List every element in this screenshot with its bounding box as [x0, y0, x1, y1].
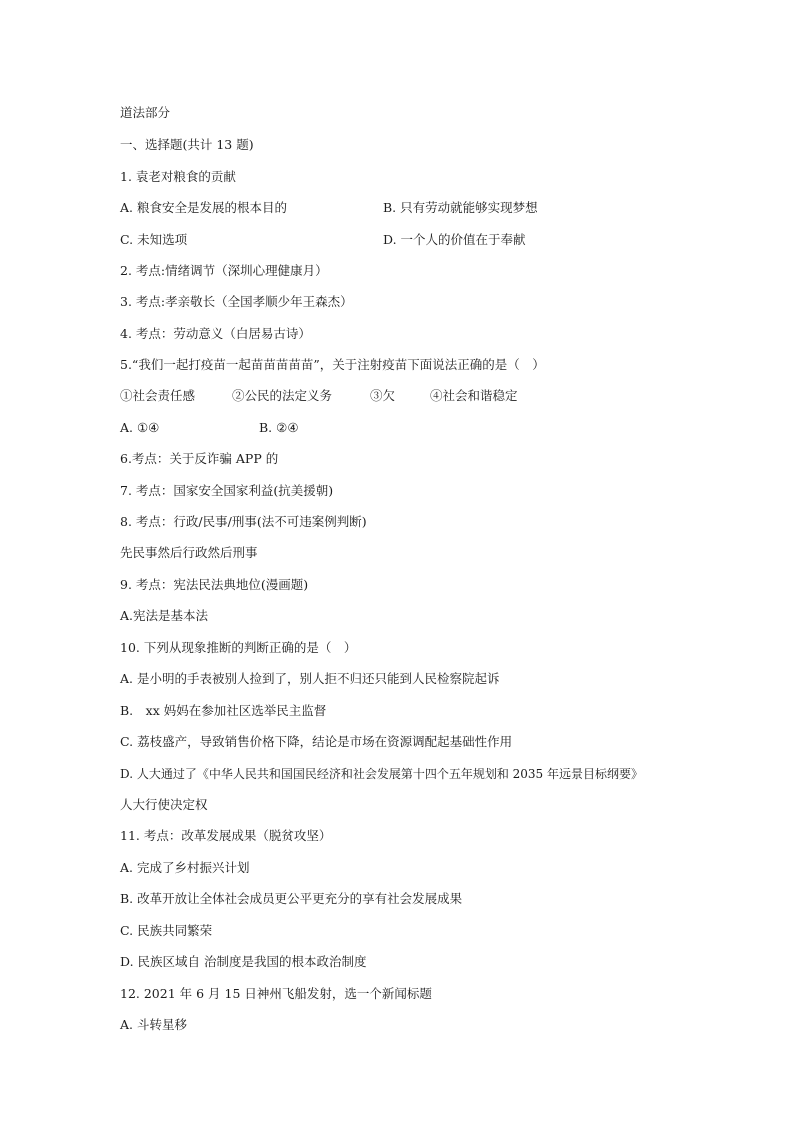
q4-stem: 4. 考点：劳动意义（白居易古诗） — [120, 326, 311, 341]
q3-stem: 3. 考点:孝亲敬长（全国孝顺少年王森杰） — [120, 294, 353, 309]
q1-option-c: C. 未知选项 — [120, 232, 188, 247]
q5-item-3: ③欠 — [370, 388, 396, 403]
q11-option-b: B. 改革开放让全体社会成员更公平更充分的享有社会发展成果 — [120, 891, 463, 906]
q9-option-a: A.宪法是基本法 — [120, 608, 209, 623]
q12-stem: 12. 2021 年 6 月 15 日神州飞船发射，选一个新闻标题 — [120, 986, 432, 1001]
q11-option-d: D. 民族区域自 治制度是我国的根本政治制度 — [120, 954, 367, 969]
q5-stem: 5.“我们一起打疫苗一起苗苗苗苗苗”，关于注射疫苗下面说法正确的是（ ） — [120, 357, 545, 372]
q5-item-2: ②公民的法定义务 — [232, 388, 333, 403]
q8-note: 先民事然后行政然后刑事 — [120, 545, 258, 560]
q10-note: 人大行使决定权 — [120, 797, 208, 812]
q10-option-d: D. 人大通过了《中华人民共和国国民经济和社会发展第十四个五年规划和 2035 年远景目标纲要》 — [120, 767, 643, 781]
q5-option-a: A. ①④ — [120, 420, 160, 435]
q8-stem: 8. 考点：行政/民事/刑事(法不可违案例判断) — [120, 514, 367, 529]
q10-option-c: C. 荔枝盛产，导致销售价格下降，结论是市场在资源调配起基础性作用 — [120, 734, 513, 749]
q11-option-c: C. 民族共同繁荣 — [120, 923, 213, 938]
q10-stem: 10. 下列从现象推断的判断正确的是（ ） — [120, 640, 357, 655]
q5-item-1: ①社会责任感 — [120, 388, 196, 403]
q1-stem: 1. 袁老对粮食的贡献 — [120, 169, 236, 184]
q6-stem: 6.考点：关于反诈骗 APP 的 — [120, 451, 279, 466]
q11-stem: 11. 考点：改革发展成果（脱贫攻坚） — [120, 828, 332, 843]
q10-option-b: B. xx 妈妈在参加社区选举民主监督 — [120, 703, 327, 718]
part-heading: 一、选择题(共计 13 题) — [120, 137, 254, 152]
q11-option-a: A. 完成了乡村振兴计划 — [120, 860, 250, 875]
q5-option-b: B. ②④ — [259, 420, 299, 435]
section-title: 道法部分 — [120, 105, 171, 120]
q2-stem: 2. 考点:情绪调节（深圳心理健康月） — [120, 263, 328, 278]
q12-option-a: A. 斗转星移 — [120, 1017, 187, 1032]
q1-option-b: B. 只有劳动就能够实现梦想 — [383, 200, 538, 215]
q1-option-a: A. 粮食安全是发展的根本目的 — [120, 200, 287, 215]
q1-option-d: D. 一个人的价值在于奉献 — [383, 232, 526, 247]
q7-stem: 7. 考点：国家安全国家利益(抗美援朝) — [120, 483, 334, 498]
q10-option-a: A. 是小明的手表被别人捡到了，别人拒不归还只能到人民检察院起诉 — [120, 671, 500, 686]
q9-stem: 9. 考点：宪法民法典地位(漫画题) — [120, 577, 309, 592]
q5-item-4: ④社会和谐稳定 — [430, 388, 518, 403]
